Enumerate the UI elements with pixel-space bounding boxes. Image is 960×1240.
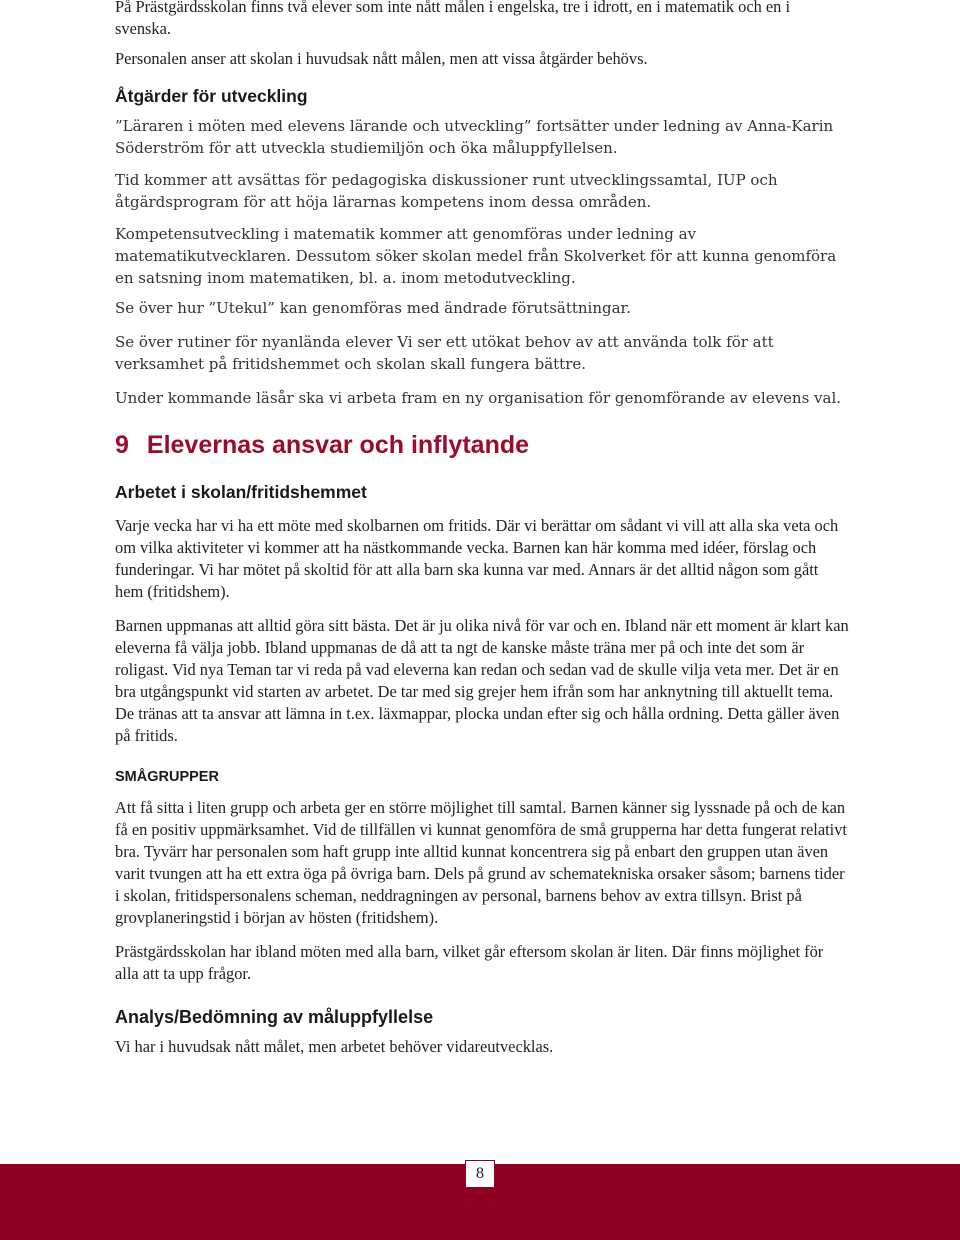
paragraph: Under kommande läsår ska vi arbeta fram en ny organisation för genomförande av elevens val. [115,389,842,407]
section-heading-analys: Analys/Bedömning av måluppfyllelse [115,1007,434,1027]
paragraph: Att få sitta i liten grupp och arbeta ger en större möjlighet till samtal. Barnen känner sig lyssnade på och de kan få en positiv uppmärksamhet. Vid de tillfällen vi kunnat genomföra de små grupperna har detta fungerat relativt bra. Tyvärr har personalen som haft grupp inte alltid kunnat koncentrera sig på enbart den gruppen utan även varit tvungen att ha ett extra öga på övriga barn. Dels på grund av schematekniska orsaker såsom; barnens tider i skolan, fritidspersonalens scheman, neddragningen av personal, barnens behov av extra tillsyn. Brist på grovplaneringstid i början av hösten (fritidshem). [115,798,847,927]
document-body [115,0,850,1058]
paragraph: På Prästgärdsskolan finns två elever som inte nått målen i engelska, tre i idrott, en i matematik och en i svenska. [115,0,791,38]
paragraph: Barnen uppmanas att alltid göra sitt bästa. Det är ju olika nivå för var och en. Ibland när ett moment är klart kan eleverna få välja jobb. Ibland uppmanas de då att ta ngt de kanske måste träna mer på och inte det som är roligast. Vid nya Teman tar vi reda på vad eleverna kan redan och sedan vad de skulle vilja veta mer. Det är en bra utgångspunkt vid starten av arbetet. De tar med sig grejer hem ifrån som har anknytning till aktuellt tema. De tränas att ta ansvar att lämna in t.ex. läxmappar, plocka undan efter sig och hålla ordning. Detta gäller även på fritids. [115,616,849,745]
chapter-heading [115,431,850,460]
paragraph: Tid kommer att avsättas för pedagogiska diskussioner runt utvecklingssamtal, IUP och åtgärdsprogram för att höja lärarnas kompetens inom dessa områden. [115,171,778,211]
chapter-number: 9 [115,431,129,459]
section-heading-arbetet: Arbetet i skolan/fritidshemmet [115,482,367,502]
section-heading-atgarder: Åtgärder för utveckling [115,86,308,106]
paragraph: Vi har i huvudsak nått målet, men arbetet behöver vidareutvecklas. [115,1037,554,1056]
paragraph: ”Läraren i möten med elevens lärande och utveckling” fortsätter under ledning av Anna-Karin Söderström för att utveckla studiemiljön och öka måluppfyllelsen. [115,117,834,157]
paragraph: Varje vecka har vi ha ett möte med skolbarnen om fritids. Där vi berättar om sådant vi vill att alla ska veta och om vilka aktiviteter vi kommer att ha nästkommande vecka. Barnen kan här komma med idéer, förslag och funderingar. Vi har mötet på skoltid för att alla barn ska kunna var med. Annars är det alltid någon som gått hem (fritidshem). [115,516,839,601]
paragraph: Kompetensutveckling i matematik kommer att genomföras under ledning av matematikutvecklaren. Dessutom söker skolan medel från Skolverket för att kunna genomföra en satsning inom matematiken, bl. a. inom metodutveckling. [115,225,837,287]
chapter-title: Elevernas ansvar och inflytande [146,431,530,459]
paragraph: Se över rutiner för nyanlända elever Vi ser ett utökat behov av att använda tolk för att verksamhet på fritidshemmet och skolan skall fungera bättre. [115,333,774,373]
paragraph: Prästgärdsskolan har ibland möten med alla barn, vilket går eftersom skolan är liten. Där finns möjlighet för alla att ta upp frågor. [115,942,824,983]
page-number: 8 [465,1160,495,1188]
paragraph: Personalen anser att skolan i huvudsak nått målen, men att vissa åtgärder behövs. [115,49,648,68]
section-heading-smagrupper: SMÅGRUPPER [115,769,219,785]
paragraph: Se över hur ”Utekul” kan genomföras med ändrade förutsättningar. [115,299,631,317]
